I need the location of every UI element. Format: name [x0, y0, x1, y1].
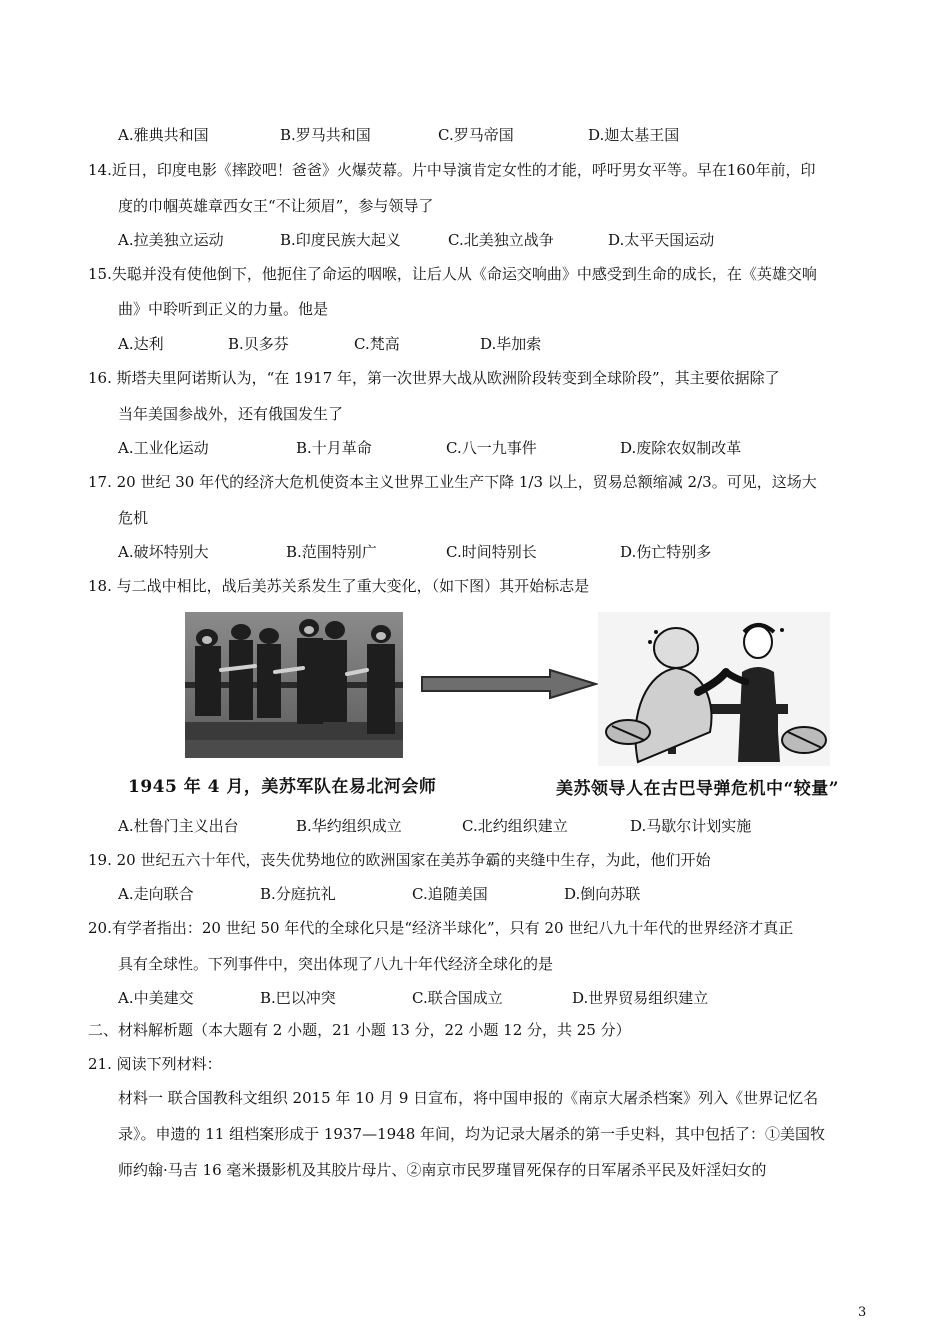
q20-stem-line1: 20.有学者指出：20 世纪 50 年代的全球化只是“经济半球化”，只有 20 世纪八九十年代的世界经济才真正 [88, 919, 794, 937]
q17-option-d: D.伤亡特别多 [620, 543, 712, 561]
q20-option-a: A.中美建交 [118, 989, 194, 1007]
q18-option-d: D.马歇尔计划实施 [630, 817, 752, 835]
q15-option-c: C.梵高 [354, 335, 400, 353]
q19-option-a: A.走向联合 [118, 885, 194, 903]
cuban-missile-crisis-cartoon [598, 612, 830, 766]
q20-stem-line2: 具有全球性。下列事件中，突出体现了八九十年代经济全球化的是 [118, 955, 554, 973]
section-heading: 二、材料解析题（本大题有 2 小题，21 小题 13 分，22 小题 12 分，共 25 分） [88, 1021, 631, 1039]
q20-option-b: B.巴以冲突 [260, 989, 336, 1007]
q14-option-b: B.印度民族大起义 [280, 231, 401, 249]
q16-option-d: D.废除农奴制改革 [620, 439, 742, 457]
q16-option-c: C.八一九事件 [446, 439, 537, 457]
q21-stem: 21. 阅读下列材料： [88, 1055, 222, 1073]
q13-option-d: D.迦太基王国 [588, 126, 680, 144]
elbe-meeting-photo [185, 612, 403, 758]
q16-stem-line2: 当年美国参战外，还有俄国发生了 [118, 405, 344, 423]
q21-material1-line2: 录》。申遗的 11 组档案形成于 1937—1948 年间，均为记录大屠杀的第一手史料，其中包括了：①美国牧 [118, 1125, 826, 1143]
q13-option-a: A.雅典共和国 [118, 126, 209, 144]
q18-option-b: B.华约组织成立 [296, 817, 402, 835]
q17-option-c: C.时间特别长 [446, 543, 537, 561]
q18-stem-line1: 18. 与二战中相比，战后美苏关系发生了重大变化，（如下图）其开始标志是 [88, 577, 590, 595]
q17-option-b: B.范围特别广 [286, 543, 377, 561]
q19-option-d: D.倒向苏联 [564, 885, 641, 903]
q20-option-c: C.联合国成立 [412, 989, 503, 1007]
arrow-right-icon [420, 668, 598, 700]
q15-option-a: A.达利 [118, 335, 164, 353]
q18-option-a: A.杜鲁门主义出台 [118, 817, 239, 835]
q13-option-c: C.罗马帝国 [438, 126, 514, 144]
q15-stem-line1: 15.失聪并没有使他倒下，他扼住了命运的咽喉，让后人从《命运交响曲》中感受到生命的成长，在《英雄交响 [88, 265, 817, 283]
caption-missile-crisis: 美苏领导人在古巴导弹危机中“较量” [556, 779, 840, 799]
caption-elbe-meeting: 1945 年 4 月，美苏军队在易北河会师 [128, 777, 437, 797]
q15-option-d: D.毕加索 [480, 335, 542, 353]
q19-option-c: C.追随美国 [412, 885, 488, 903]
q21-material1-line1: 材料一 联合国教科文组织 2015 年 10 月 9 日宣布，将中国申报的《南京大屠杀档案》列入《世界记忆名 [118, 1089, 819, 1107]
q21-material1-line3: 师约翰·马吉 16 毫米摄影机及其胶片母片、②南京市民罗瑾冒死保存的日军屠杀平民及奸淫妇女的 [118, 1161, 767, 1179]
q16-stem-line1: 16. 斯塔夫里阿诺斯认为，“在 1917 年，第一次世界大战从欧洲阶段转变到全球阶段”，其主要依据除了 [88, 369, 780, 387]
q15-option-b: B.贝多芬 [228, 335, 289, 353]
q15-stem-line2: 曲》中聆听到正义的力量。他是 [118, 300, 329, 318]
q17-stem-line1: 17. 20 世纪 30 年代的经济大危机使资本主义世界工业生产下降 1/3 以上，贸易总额缩减 2/3。可见，这场大 [88, 473, 817, 491]
q16-option-b: B.十月革命 [296, 439, 372, 457]
q14-option-a: A.拉美独立运动 [118, 231, 224, 249]
q16-option-a: A.工业化运动 [118, 439, 209, 457]
q20-option-d: D.世界贸易组织建立 [572, 989, 709, 1007]
q14-stem-line2: 度的巾帼英雄章西女王“不让须眉”，参与领导了 [118, 197, 434, 215]
page-number: 3 [858, 1305, 867, 1320]
q14-stem-line1: 14.近日，印度电影《摔跤吧！爸爸》火爆荧幕。片中导演肯定女性的才能，呼吁男女平等。早在160年前，印 [88, 161, 816, 179]
q18-option-c: C.北约组织建立 [462, 817, 568, 835]
q14-option-c: C.北美独立战争 [448, 231, 554, 249]
q19-stem-line1: 19. 20 世纪五六十年代，丧失优势地位的欧洲国家在美苏争霸的夹缝中生存，为此，他们开始 [88, 851, 711, 869]
q14-option-d: D.太平天国运动 [608, 231, 715, 249]
q17-stem-line2: 危机 [118, 509, 149, 527]
q13-option-b: B.罗马共和国 [280, 126, 371, 144]
q17-option-a: A.破坏特别大 [118, 543, 209, 561]
q19-option-b: B.分庭抗礼 [260, 885, 336, 903]
